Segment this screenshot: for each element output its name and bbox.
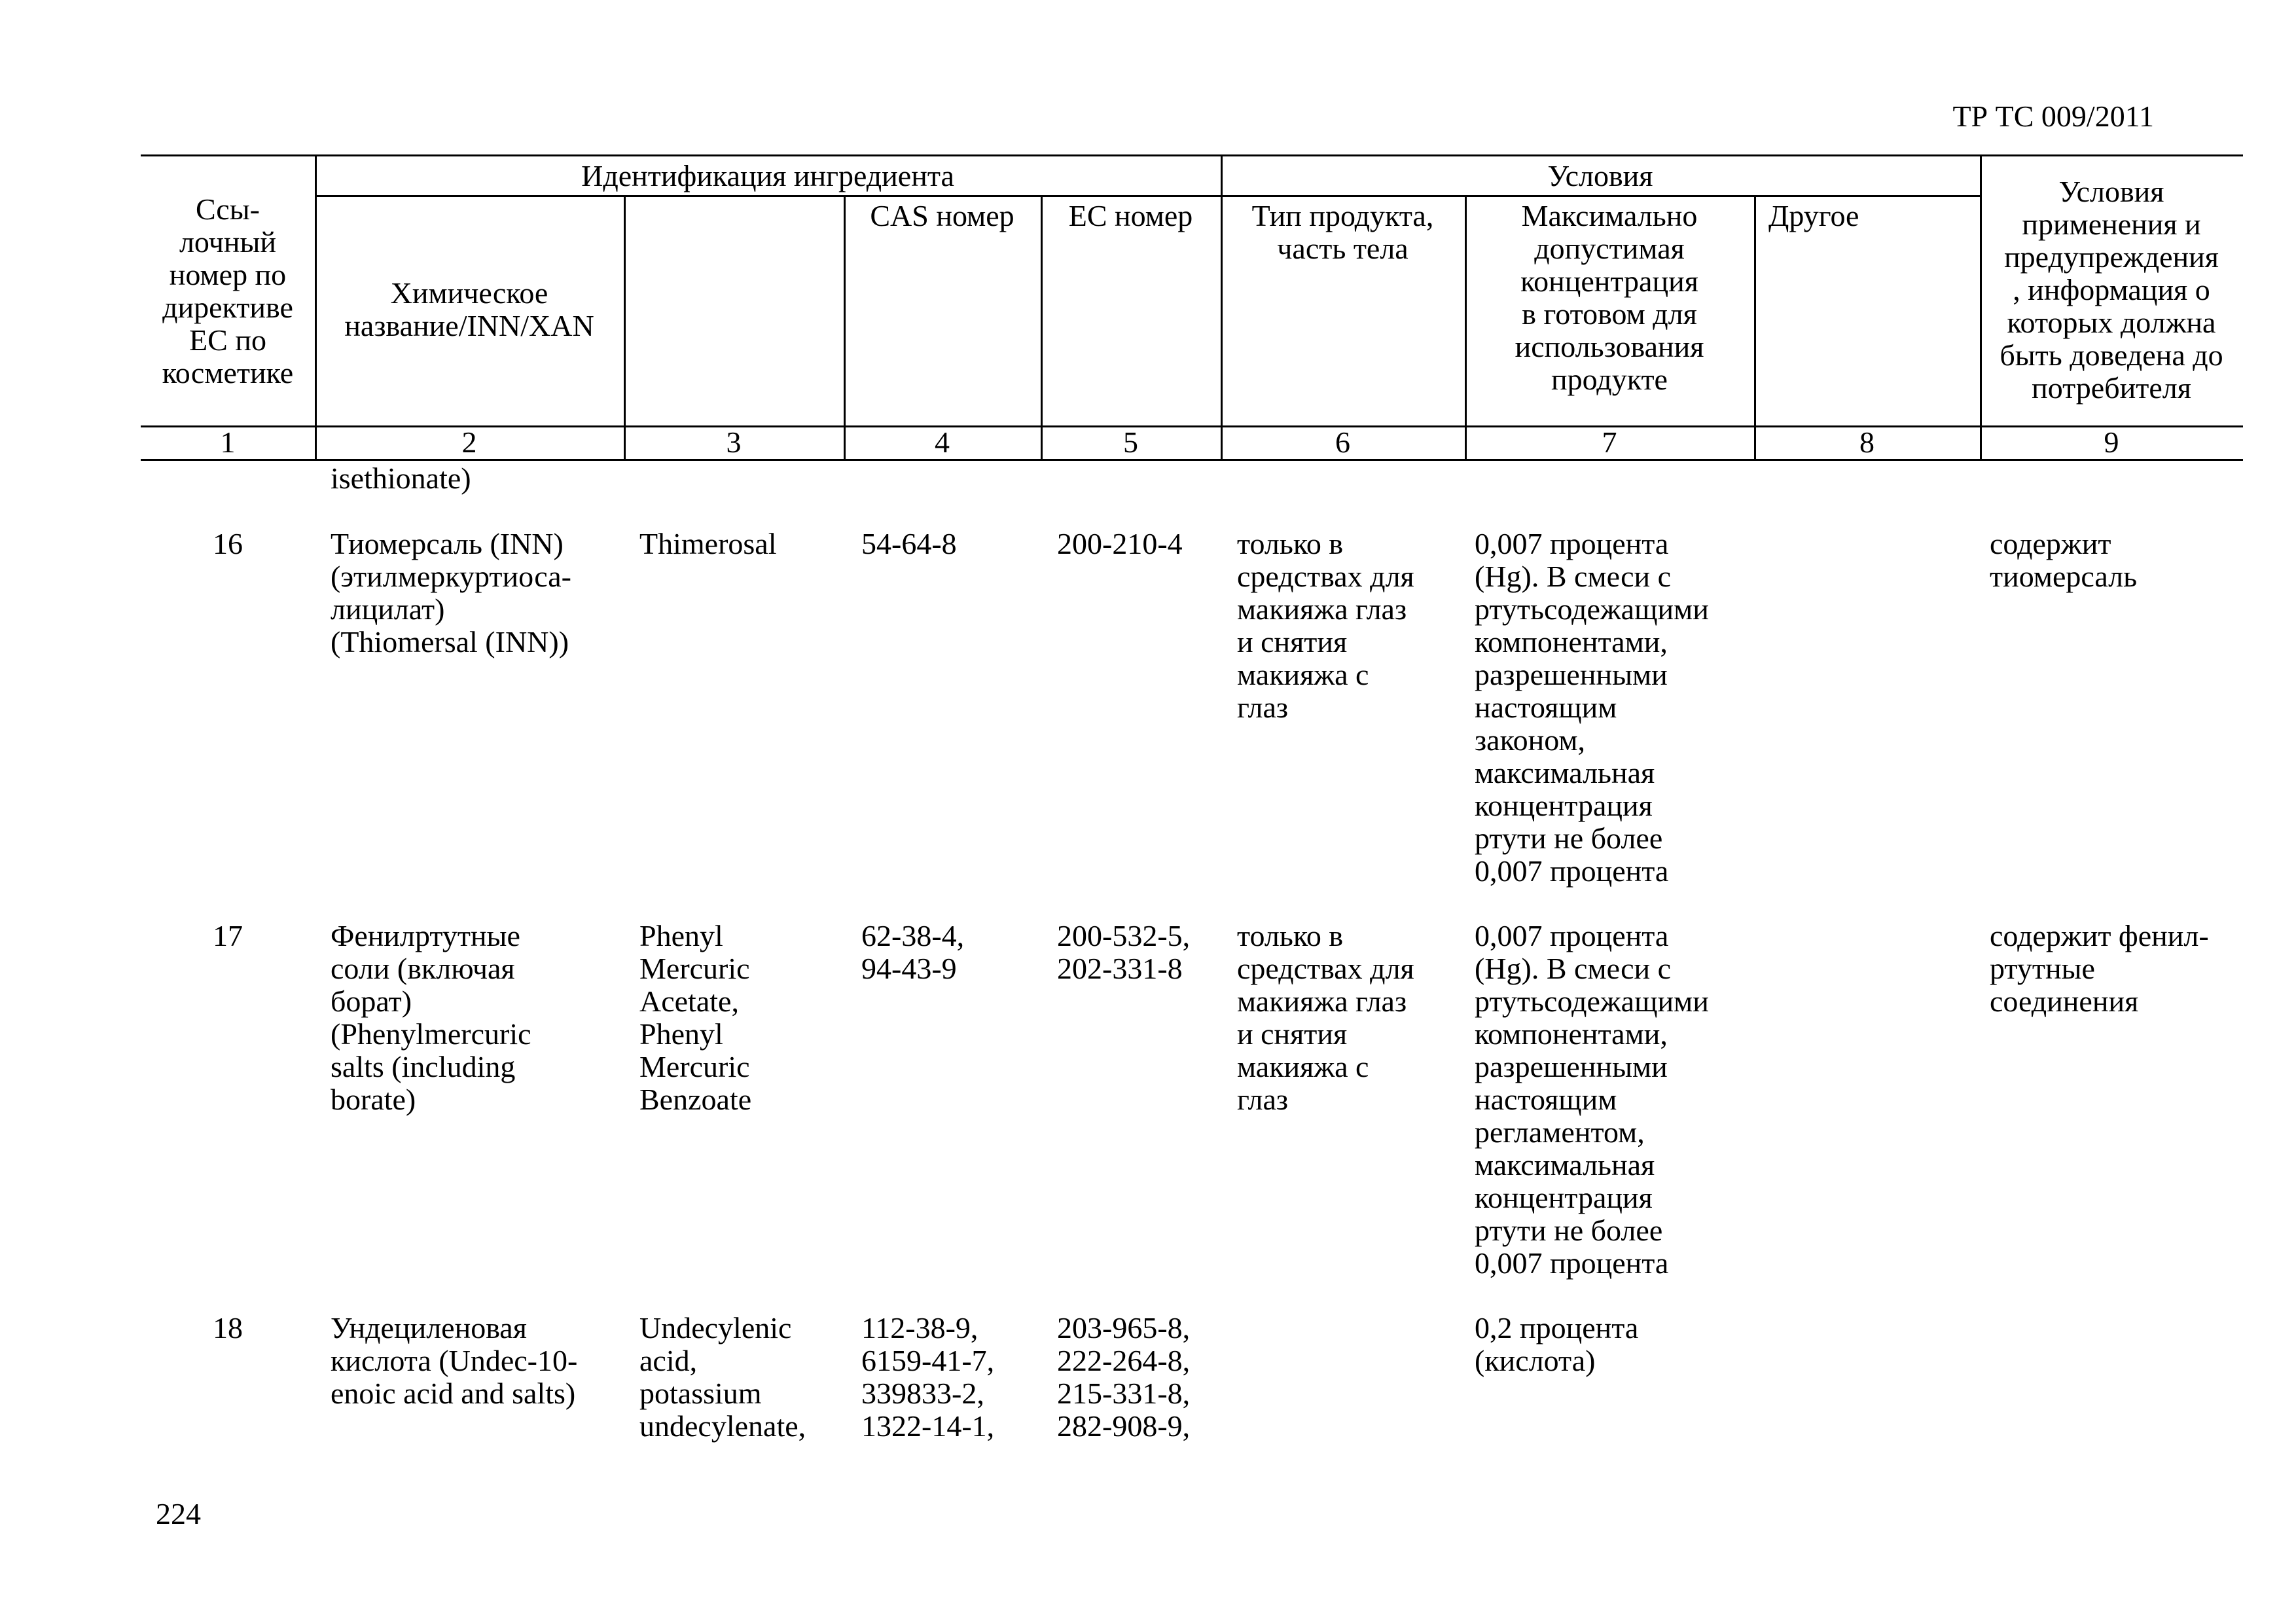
row-18-chemical-name: Ундециленовая кислота (Undec-10- enoic acid and salts) xyxy=(331,1311,578,1410)
row-17-ec: 200-532-5, 202-331-8 xyxy=(1057,919,1191,985)
header-identification-group: Идентификация ингредиента xyxy=(581,159,954,192)
header-chemical-name: Химическое название/INN/XAN xyxy=(344,276,594,342)
column-number-1: 1 xyxy=(220,425,236,459)
header-ec: ЕС номер xyxy=(1068,199,1193,232)
column-number-3: 3 xyxy=(726,425,742,459)
row-17-cas: 62-38-4, 94-43-9 xyxy=(861,919,965,985)
group-header-rule-identification xyxy=(315,195,1221,197)
header-max-concentration: Максимально допустимая концентрация в готовом для использования продукте xyxy=(1515,199,1704,396)
column-number-4: 4 xyxy=(935,425,950,459)
row-16-warnings: содержит тиомерсаль xyxy=(1990,527,2138,593)
row-18-max-concentration: 0,2 процента (кислота) xyxy=(1475,1311,1639,1377)
row-18-cas: 112-38-9, 6159-41-7, 339833-2, 1322-14-1, xyxy=(861,1311,995,1443)
page-number: 224 xyxy=(156,1497,201,1530)
row-17-name-inn: Phenyl Mercuric Acetate, Phenyl Mercuric Benzoate xyxy=(639,919,752,1116)
group-header-rule-conditions xyxy=(1221,195,1980,197)
row-17-warnings: содержит фенил- ртутные соединения xyxy=(1990,919,2209,1018)
column-numbers-bottom-rule xyxy=(141,459,2243,461)
col-divider-3 xyxy=(844,195,846,459)
row-16-max-concentration: 0,007 процента (Hg). В смеси с ртутьсодежащими компонентами, разрешенными настоящим законом, максимальная концентрация ртути не более 0,007 процента xyxy=(1475,527,1709,888)
column-number-6: 6 xyxy=(1335,425,1350,459)
row-16-chemical-name: Тиомерсаль (INN) (этилмеркуртиоса- лицилат) (Thiomersal (INN)) xyxy=(331,527,571,659)
row-18-ref: 18 xyxy=(213,1311,243,1344)
column-number-9: 9 xyxy=(2104,425,2119,459)
table-top-rule xyxy=(141,154,2243,156)
row-17-product-type: только в средствах для макияжа глаз и снятия макияжа с глаз xyxy=(1237,919,1414,1116)
header-ref-number: Ссы- лочный номер по директиве ЕС по косметике xyxy=(162,192,294,389)
header-conditions-group: Условия xyxy=(1547,159,1653,192)
row-16-name-inn: Thimerosal xyxy=(639,527,777,560)
column-number-8: 8 xyxy=(1859,425,1874,459)
column-number-7: 7 xyxy=(1602,425,1617,459)
row-17-ref: 17 xyxy=(213,919,243,952)
column-number-5: 5 xyxy=(1123,425,1138,459)
row-18-ec: 203-965-8, 222-264-8, 215-331-8, 282-908-9, xyxy=(1057,1311,1191,1443)
row-16-cas: 54-64-8 xyxy=(861,527,957,560)
header-cas: CAS номер xyxy=(870,199,1014,232)
row-16-product-type: только в средствах для макияжа глаз и снятия макияжа с глаз xyxy=(1237,527,1414,724)
row-17-chemical-name: Фенилртутные соли (включая борат) (Phenylmercuric salts (including borate) xyxy=(331,919,531,1116)
row-18-name-inn: Undecylenic acid, potassium undecylenate, xyxy=(639,1311,806,1443)
col-divider-4 xyxy=(1041,195,1043,459)
header-warnings: Условия применения и предупреждения , информация о которых должна быть доведена до потребителя xyxy=(2000,175,2223,405)
row-16-ref: 16 xyxy=(213,527,243,560)
col-divider-7 xyxy=(1754,195,1756,459)
column-number-2: 2 xyxy=(461,425,477,459)
header-other: Другое xyxy=(1768,199,1859,232)
row-16-ec: 200-210-4 xyxy=(1057,527,1183,560)
document-code: ТР ТС 009/2011 xyxy=(1952,99,2154,133)
col-divider-2 xyxy=(624,195,626,459)
row-17-max-concentration: 0,007 процента (Hg). В смеси с ртутьсодежащими компонентами, разрешенными настоящим регламентом, максимальная концентрация ртути не более 0,007 процента xyxy=(1475,919,1709,1280)
header-product-type: Тип продукта, часть тела xyxy=(1251,199,1434,265)
continuation-text: isethionate) xyxy=(331,461,471,495)
